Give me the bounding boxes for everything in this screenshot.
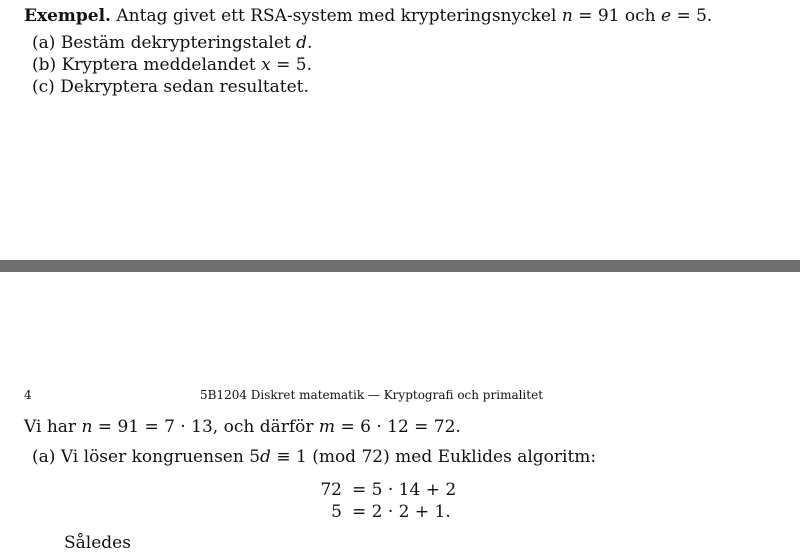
item-var: x [261, 55, 271, 75]
example-statement [24, 6, 712, 26]
n-symbol: n [561, 6, 573, 26]
part-a-d-symbol: d [260, 447, 271, 467]
part-a-label: (a) [32, 447, 56, 467]
item-text: Kryptera meddelandet [61, 55, 256, 75]
example-item-c [32, 77, 309, 97]
item-label: (c) [32, 77, 55, 97]
item-end: . [307, 33, 313, 53]
sol-text-1: Vi har [24, 417, 77, 437]
item-label: (b) [32, 55, 57, 75]
page-divider [0, 260, 800, 272]
example-intro: Antag givet ett RSA-system med krypteringsnyckel [116, 6, 557, 26]
part-a-text-2: ≡ 1 (mod 72) med Euklides algoritm: [276, 447, 597, 467]
sol-text-2: = 91 = 7 · 13, och därför [97, 417, 314, 437]
equation-lhs: 5 [331, 502, 342, 522]
e-value: = 5. [676, 6, 713, 26]
part-a-text-1: Vi löser kongruensen 5 [60, 447, 261, 467]
saledes-text: Således [64, 533, 131, 553]
page-number: 4 [24, 388, 32, 402]
equation-lhs: 72 [320, 480, 342, 500]
example-item-a [32, 33, 312, 53]
running-head: 5B1204 Diskret matematik — Kryptografi och primalitet [200, 388, 544, 402]
sol-m-symbol: m [318, 417, 336, 437]
equation-rhs: = 5 · 14 + 2 [352, 480, 457, 500]
n-value: = 91 och [578, 6, 656, 26]
example-item-b [32, 55, 312, 75]
item-end: = 5. [270, 55, 313, 75]
sol-n-symbol: n [81, 417, 93, 437]
e-symbol: e [660, 6, 672, 26]
solution-intro [24, 417, 461, 437]
solution-part-a [32, 447, 596, 467]
item-text: Dekryptera sedan resultatet. [60, 77, 309, 97]
item-var: d [296, 33, 308, 53]
example-heading: Exempel. [24, 6, 111, 26]
equation-rhs: = 2 · 2 + 1. [352, 502, 451, 522]
item-label: (a) [32, 33, 56, 53]
sol-text-3: = 6 · 12 = 72. [340, 417, 461, 437]
item-text: Bestäm dekrypteringstalet [60, 33, 291, 53]
